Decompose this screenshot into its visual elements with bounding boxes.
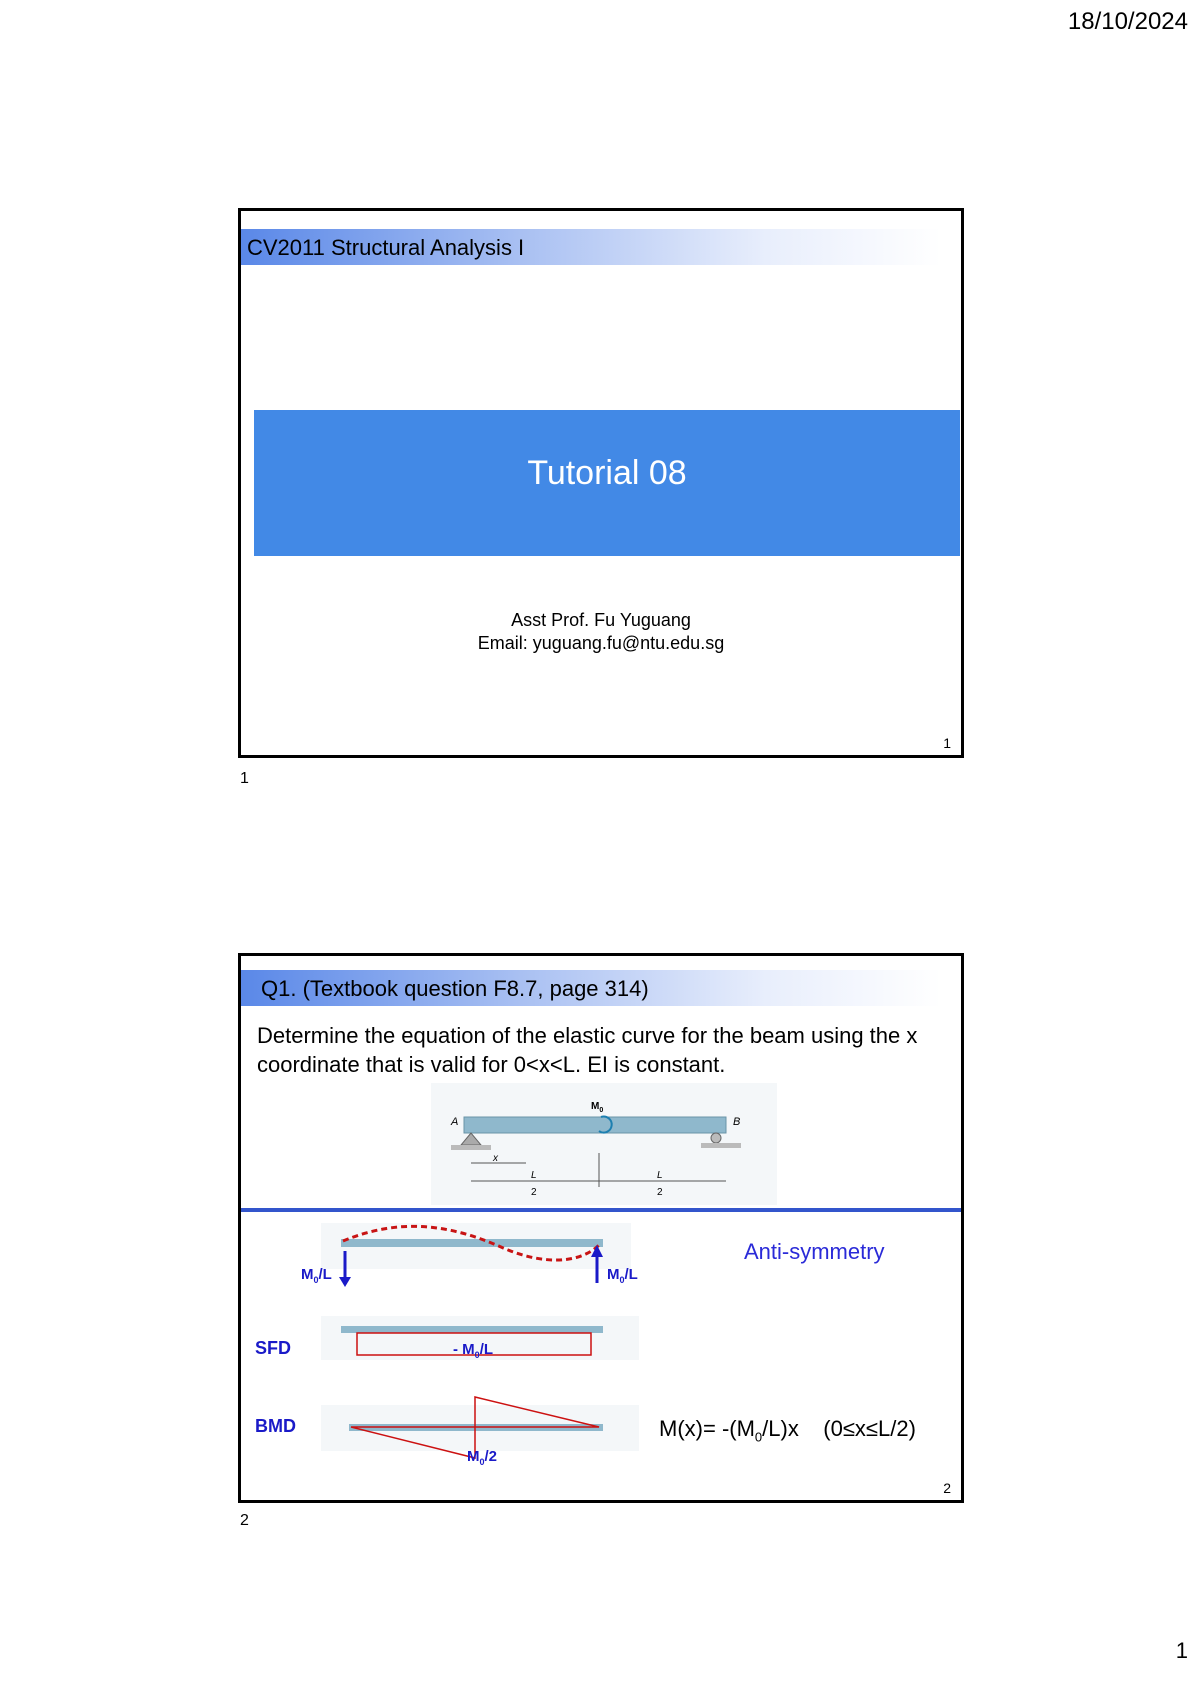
half-label-left: L (531, 1170, 537, 1181)
slide-2 (238, 953, 964, 1503)
ground-a (451, 1145, 491, 1150)
slide-2-label: 2 (240, 1512, 249, 1529)
label-b: B (733, 1116, 741, 1128)
bmd-value: $M_0/2$ (467, 1448, 498, 1467)
page-date: 18/10/2024 (1067, 8, 1188, 35)
slide-1 (238, 208, 964, 758)
half-den-right: 2 (657, 1187, 663, 1198)
sfd-label: SFD (255, 1338, 291, 1358)
slide-corner-number-2: 2 (943, 1480, 951, 1496)
reaction-right-label: $M_0/L$ (607, 1266, 638, 1285)
half-den-left: 2 (531, 1187, 537, 1198)
moment-label: $M_0$ (591, 1101, 604, 1114)
author-name: Asst Prof. Fu Yuguang (511, 610, 691, 630)
slide-1-label: 1 (240, 770, 249, 787)
slide-corner-number: 1 (943, 735, 951, 751)
ground-b (701, 1143, 741, 1148)
title-box (254, 410, 960, 556)
deflection-beam (341, 1239, 603, 1247)
sfd-value: - $M_0/L$ (453, 1341, 494, 1360)
sfd-beam (341, 1326, 603, 1333)
tutorial-title: Tutorial 08 (527, 454, 687, 492)
author-block (241, 609, 961, 655)
course-title: CV2011 Structural Analysis I (247, 235, 525, 260)
reaction-left-head-icon (339, 1277, 351, 1287)
page-number: 1 (1175, 1638, 1188, 1663)
reaction-left-label: $M_0/L$ (301, 1266, 332, 1285)
anti-symmetry-note: Anti-symmetry (744, 1239, 885, 1264)
roller-b (711, 1133, 721, 1143)
label-a: A (451, 1116, 459, 1128)
question-text: Determine the equation of the elastic curve for the beam using the x coordinate that is valid for 0<x<L. EI is constant. (257, 1023, 918, 1077)
section-divider (241, 1208, 961, 1212)
question-title: Q1. (Textbook question F8.7, page 314) (261, 976, 649, 1001)
author-email: Email: yuguang.fu@ntu.edu.sg (477, 633, 725, 653)
bmd-label: BMD (255, 1416, 296, 1436)
deflection-figure (301, 1221, 641, 1289)
beam (464, 1117, 726, 1133)
x-label: x (493, 1153, 498, 1164)
half-label-right: L (657, 1170, 663, 1181)
moment-equation: $M(x)= -(M_0/L)x$ (0≤x≤L/2) (659, 1416, 916, 1445)
beam-figure (431, 1083, 777, 1205)
